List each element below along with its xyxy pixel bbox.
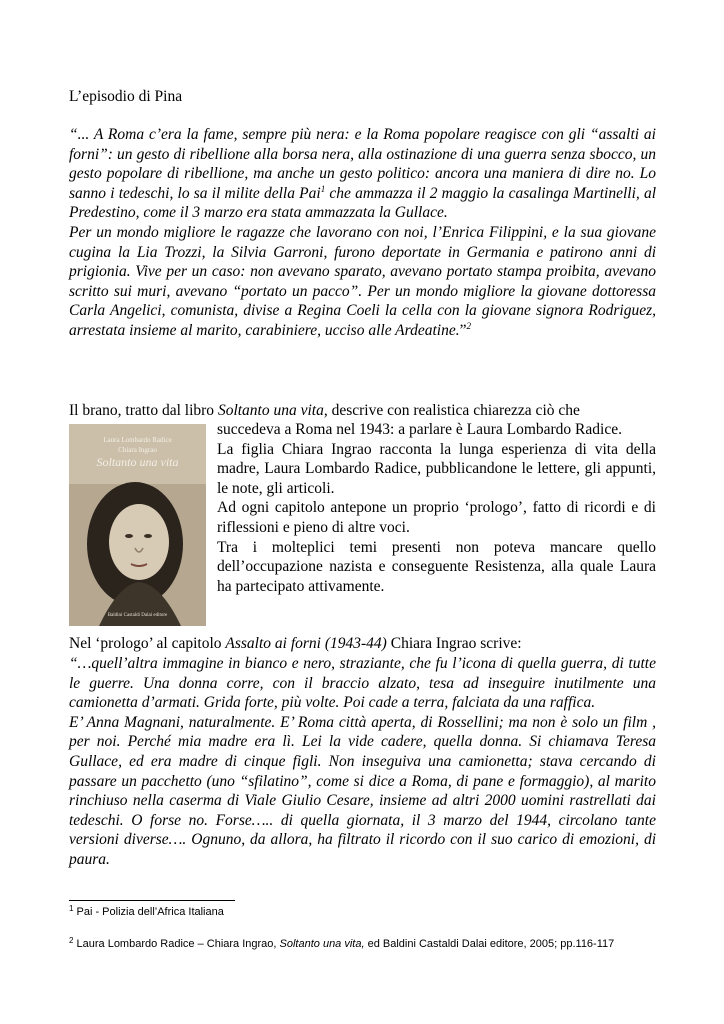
quote-text: Per un mondo migliore le ragazze che lavorano con noi, l’Enrica Filippini, e la sua giovane cugina la Lia Trozzi, la Silvia Garroni, furono deportate in Germania e patirono anni di prigionia. Vive per un caso: non avevano sparato, avevano portato stampa proibita, avevano scritto sui muri, avevano “portato un pacco”. Per un mondo migliore la giovane dottoressa Carla Angelici, comunista, divise a Regina Coeli la cella con la giovane signora Rodriguez, arrestata insieme al marito, carabiniere, ucciso alle Ardeatine. <box>69 223 656 339</box>
side-paragraph: Tra i molteplici temi presenti non poteva mancare quello dell’occupazione nazista e conseguente Resistenza, alla quale Laura ha partecipato attivamente. <box>217 538 656 595</box>
footnote-1 <box>69 906 224 918</box>
first-quote <box>69 125 656 341</box>
side-paragraph: La figlia Chiara Ingrao racconta la lunga esperienza di vita della madre, Laura Lombardo Radice, pubblicandone le lettere, gli appunti, le note, gli articoli. <box>217 440 656 497</box>
intro-text: Il brano, tratto dal libro <box>69 402 218 419</box>
quote-text: “... A Roma c’era la fame, sempre più nera: e la Roma popolare reagisce con gli “assalti ai forni”: un gesto di ribellione alla borsa nera, alla ostinazione di una guerra senza sbocco, un gesto popolare di ribellione, ma anche un gesto politico: ancora una maniera di dire no. Lo sanno i tedeschi, lo sa il milite della Pai <box>69 126 656 202</box>
quote-paragraph: “…quell’altra immagine in bianco e nero, straziante, che fu l’icona di quella guerra, di tutte le guerre. Una donna corre, con il braccio alzato, tesa ad inseguire inutilmente una camionetta d’armati. Grida forte, più volte. Poi cade a terra, falciata da una raffica. <box>69 655 656 712</box>
book-cover-image <box>69 424 206 626</box>
book-title: Soltanto una vita <box>217 402 324 419</box>
footnote-marker[interactable]: 1 <box>320 183 326 194</box>
cover-author: Chiara Ingrao <box>118 446 157 454</box>
quote-paragraph: E’ Anna Magnani, naturalmente. E’ Roma città aperta, di Rossellini; ma non è solo un film , per noi. Perché mia madre era lì. Lei la vide cadere, quella donna. Si chiamava Teresa Gullace, ed era madre di cinque figli. Non inseguiva una camionetta; stava cercando di passare un pacchetto (uno “sfilatino”, come si dice a Roma, di pane e formaggio), al marito rinchiuso nella caserma di Viale Giulio Cesare, insieme ad altri 2000 uomini rastrellati dai tedeschi. O forse no. Forse….. di quella giornata, il 3 marzo del 1944, circolano tante versioni diverse…. Ognuno, da allora, ha filtrato il ricordo con il suo carico di emozioni, di paura. <box>69 713 656 868</box>
footnote-book-title: Soltanto una vita, <box>279 938 365 950</box>
closing-quote-mark: ” <box>459 321 467 339</box>
intro-text: , descrive con realistica chiarezza ciò che <box>323 402 580 419</box>
section-intro <box>69 634 656 654</box>
section-text: Chiara Ingrao scrive: <box>386 635 522 652</box>
side-text <box>217 420 656 596</box>
side-paragraph: Ad ogni capitolo antepone un proprio ‘prologo’, fatto di ricordi e di riflessioni e pieno di altre voci. <box>217 499 656 536</box>
footnote-text: Laura Lombardo Radice – Chiara Ingrao, <box>73 938 280 950</box>
side-paragraph: succedeva a Roma nel 1943: a parlare è Laura Lombardo Radice. <box>217 421 622 438</box>
second-quote <box>69 654 656 870</box>
quote-text: che ammazza il 2 maggio la casalinga Martinelli, al Predestino, come il 3 marzo era stata ammazzata la Gullace. <box>69 184 656 222</box>
quote-paragraph <box>69 125 656 223</box>
footnote-number: 2 <box>69 936 74 945</box>
page-title: L’episodio di Pina <box>69 88 183 105</box>
section-text: Nel ‘prologo’ al capitolo <box>69 635 226 652</box>
footnote-marker[interactable]: 2 <box>466 320 471 331</box>
cover-publisher: Baldini Castaldi Dalai editore <box>107 613 168 618</box>
footnote-2 <box>69 938 614 950</box>
footnote-text: Pai - Polizia dell’Africa Italiana <box>73 906 224 918</box>
quote-paragraph <box>69 223 656 341</box>
footnote-text: ed Baldini Castaldi Dalai editore, 2005; pp.116-117 <box>364 938 615 950</box>
cover-author: Laura Lombardo Radice <box>103 436 172 444</box>
chapter-title: Assalto ai forni (1943-44) <box>225 635 387 652</box>
cover-title: Soltanto una vita <box>96 455 179 469</box>
intro-line <box>69 401 656 421</box>
footnote-number: 1 <box>69 904 74 913</box>
footnote-divider <box>69 900 235 901</box>
